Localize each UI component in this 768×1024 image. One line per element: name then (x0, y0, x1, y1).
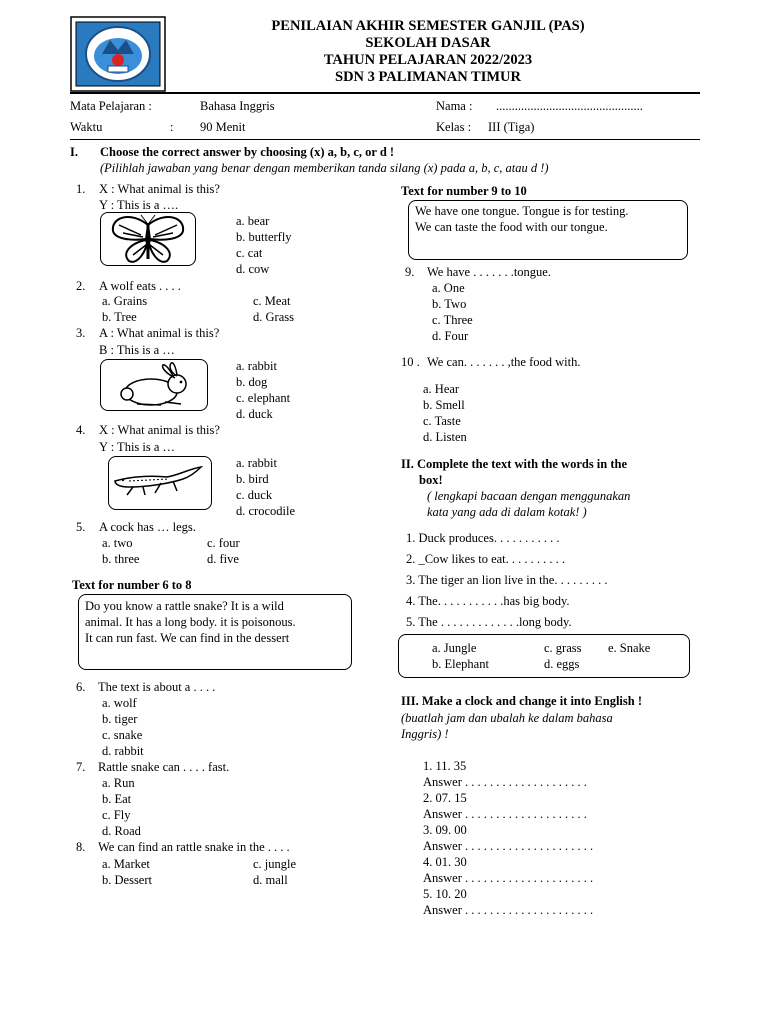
text68-heading: Text for number 6 to 8 (72, 578, 192, 592)
q2-number: 2. (76, 279, 86, 293)
q9-number: 9. (405, 265, 415, 279)
q5-option-b[interactable]: b. three (102, 552, 140, 566)
q7-text: Rattle snake can . . . . fast. (98, 760, 230, 774)
q3-number: 3. (76, 326, 86, 340)
section2-subtitle-line2: kata yang ada di dalam kotak! ) (427, 505, 587, 519)
q4-option-c[interactable]: c. duck (236, 488, 273, 502)
section1-subtitle: (Pilihlah jawaban yang benar dengan memberikan tanda silang (x) pada a, b, c, atau d !) (100, 161, 549, 175)
q1-line2: Y : This is a …. (99, 198, 179, 212)
q1-option-c[interactable]: c. cat (236, 246, 263, 260)
q6-option-d[interactable]: d. rabbit (102, 744, 144, 758)
section3-subtitle-line1: (buatlah jam dan ubalah ke dalam bahasa (401, 711, 613, 725)
q8-text: We can find an rattle snake in the . . . . (98, 840, 290, 854)
name-value[interactable]: ............................................... (496, 99, 643, 113)
section2-item-2[interactable]: 2. _Cow likes to eat. . . . . . . . . . (406, 552, 566, 566)
text910-heading: Text for number 9 to 10 (401, 184, 527, 198)
q5-option-a[interactable]: a. two (102, 536, 133, 550)
section1-number: I. (70, 145, 78, 159)
time-value: 90 Menit (200, 120, 246, 134)
q3-option-d[interactable]: d. duck (236, 407, 273, 421)
header-academic-year: TAHUN PELAJARAN 2022/2023 (323, 52, 533, 68)
q6-text: The text is about a . . . . (98, 680, 216, 694)
clock-item-3: 3. 09. 00 (423, 823, 467, 837)
q2-option-b[interactable]: b. Tree (102, 310, 137, 324)
info-divider (70, 139, 700, 140)
name-label: Nama : (436, 99, 473, 113)
text910-line1: We have one tongue. Tongue is for testing. (415, 204, 629, 218)
clock-answer-1[interactable]: Answer . . . . . . . . . . . . . . . . . . . . (423, 775, 587, 789)
q8-option-d[interactable]: d. mall (253, 873, 288, 887)
q10-number: 10 . (401, 355, 420, 369)
q10-option-c[interactable]: c. Taste (423, 414, 461, 428)
header-title: PENILAIAN AKHIR SEMESTER GANJIL (PAS) (271, 18, 585, 34)
q4-option-d[interactable]: d. crocodile (236, 504, 296, 518)
q10-option-b[interactable]: b. Smell (423, 398, 465, 412)
word-box-b: b. Elephant (432, 657, 489, 671)
butterfly-image (100, 212, 196, 266)
clock-item-1: 1. 11. 35 (423, 759, 467, 773)
q2-option-c[interactable]: c. Meat (253, 294, 291, 308)
q5-number: 5. (76, 520, 86, 534)
q4-line1: X : What animal is this? (99, 423, 220, 437)
text68-line2: animal. It has a long body. it is poisonous. (85, 615, 296, 629)
q4-option-a[interactable]: a. rabbit (236, 456, 277, 470)
q1-line1: X : What animal is this? (99, 182, 220, 196)
q2-option-d[interactable]: d. Grass (253, 310, 294, 324)
q9-option-d[interactable]: d. Four (432, 329, 469, 343)
text68-line1: Do you know a rattle snake? It is a wild (85, 599, 284, 613)
time-label: Waktu (70, 120, 103, 134)
clock-answer-5[interactable]: Answer . . . . . . . . . . . . . . . . . . . . . (423, 903, 594, 917)
q6-option-b[interactable]: b. tiger (102, 712, 138, 726)
header-divider (70, 92, 700, 94)
q7-option-b[interactable]: b. Eat (102, 792, 132, 806)
section1-title: Choose the correct answer by choosing (x) a, b, c, or d ! (100, 145, 395, 159)
word-box-a: a. Jungle (432, 641, 477, 655)
q5-option-c[interactable]: c. four (207, 536, 240, 550)
q7-number: 7. (76, 760, 86, 774)
q3-line1: A : What animal is this? (99, 326, 220, 340)
q7-option-c[interactable]: c. Fly (102, 808, 131, 822)
clock-answer-3[interactable]: Answer . . . . . . . . . . . . . . . . . . . . . (423, 839, 594, 853)
q10-option-d[interactable]: d. Listen (423, 430, 467, 444)
clock-item-4: 4. 01. 30 (423, 855, 467, 869)
q5-text: A cock has … legs. (99, 520, 196, 534)
rabbit-image (100, 359, 208, 411)
q8-option-c[interactable]: c. jungle (253, 857, 297, 871)
crocodile-image (108, 456, 212, 510)
word-box-d: d. eggs (544, 657, 580, 671)
q1-number: 1. (76, 182, 86, 196)
word-box-e: e. Snake (608, 641, 651, 655)
clock-answer-4[interactable]: Answer . . . . . . . . . . . . . . . . . . . . . (423, 871, 594, 885)
section3-title: III. Make a clock and change it into English ! (401, 694, 643, 708)
q1-option-a[interactable]: a. bear (236, 214, 270, 228)
q9-option-b[interactable]: b. Two (432, 297, 467, 311)
q8-option-a[interactable]: a. Market (102, 857, 150, 871)
q3-option-b[interactable]: b. dog (236, 375, 268, 389)
q6-option-c[interactable]: c. snake (102, 728, 143, 742)
q4-line2: Y : This is a … (99, 440, 176, 454)
q3-option-a[interactable]: a. rabbit (236, 359, 277, 373)
q10-option-a[interactable]: a. Hear (423, 382, 460, 396)
q1-option-b[interactable]: b. butterfly (236, 230, 292, 244)
q8-number: 8. (76, 840, 86, 854)
section2-title-line2: box! (419, 473, 443, 487)
subject-value: Bahasa Inggris (200, 99, 275, 113)
q9-option-a[interactable]: a. One (432, 281, 465, 295)
q9-option-c[interactable]: c. Three (432, 313, 473, 327)
q9-text: We have . . . . . . .tongue. (427, 265, 551, 279)
section2-title-line1: II. Complete the text with the words in the (401, 457, 628, 471)
q2-option-a[interactable]: a. Grains (102, 294, 148, 308)
section2-subtitle-line1: ( lengkapi bacaan dengan menggunakan (427, 489, 631, 503)
school-logo (70, 16, 166, 92)
q4-number: 4. (76, 423, 86, 437)
q5-option-d[interactable]: d. five (207, 552, 239, 566)
section2-item-4[interactable]: 4. The. . . . . . . . . . .has big body. (406, 594, 570, 608)
text68-line3: It can run fast. We can find in the dessert (85, 631, 290, 645)
clock-item-2: 2. 07. 15 (423, 791, 467, 805)
q4-option-b[interactable]: b. bird (236, 472, 269, 486)
section2-item-3[interactable]: 3. The tiger an lion live in the. . . . . . . . . (406, 573, 608, 587)
class-label: Kelas : (436, 120, 472, 134)
text910-line2: We can taste the food with our tongue. (415, 220, 608, 234)
q3-option-c[interactable]: c. elephant (236, 391, 291, 405)
clock-answer-2[interactable]: Answer . . . . . . . . . . . . . . . . . . . . (423, 807, 587, 821)
q7-option-a[interactable]: a. Run (102, 776, 135, 790)
q10-text: We can. . . . . . . ,the food with. (427, 355, 581, 369)
section2-item-1[interactable]: 1. Duck produces. . . . . . . . . . . (406, 531, 560, 545)
q6-number: 6. (76, 680, 86, 694)
q3-line2: B : This is a … (99, 343, 175, 357)
q7-option-d[interactable]: d. Road (102, 824, 141, 838)
header-school-name: SDN 3 PALIMANAN TIMUR (335, 69, 521, 85)
subject-label: Mata Pelajaran : (70, 99, 152, 113)
clock-item-5: 5. 10. 20 (423, 887, 467, 901)
time-colon: : (170, 120, 174, 134)
class-value: III (Tiga) (488, 120, 535, 134)
section2-item-5[interactable]: 5. The . . . . . . . . . . . . .long body. (406, 615, 572, 629)
word-box-c: c. grass (544, 641, 582, 655)
header-school-level: SEKOLAH DASAR (365, 35, 491, 51)
q2-text: A wolf eats . . . . (99, 279, 181, 293)
section3-subtitle-line2: Inggris) ! (401, 727, 449, 741)
q6-option-a[interactable]: a. wolf (102, 696, 137, 710)
q1-option-d[interactable]: d. cow (236, 262, 270, 276)
q8-option-b[interactable]: b. Dessert (102, 873, 152, 887)
